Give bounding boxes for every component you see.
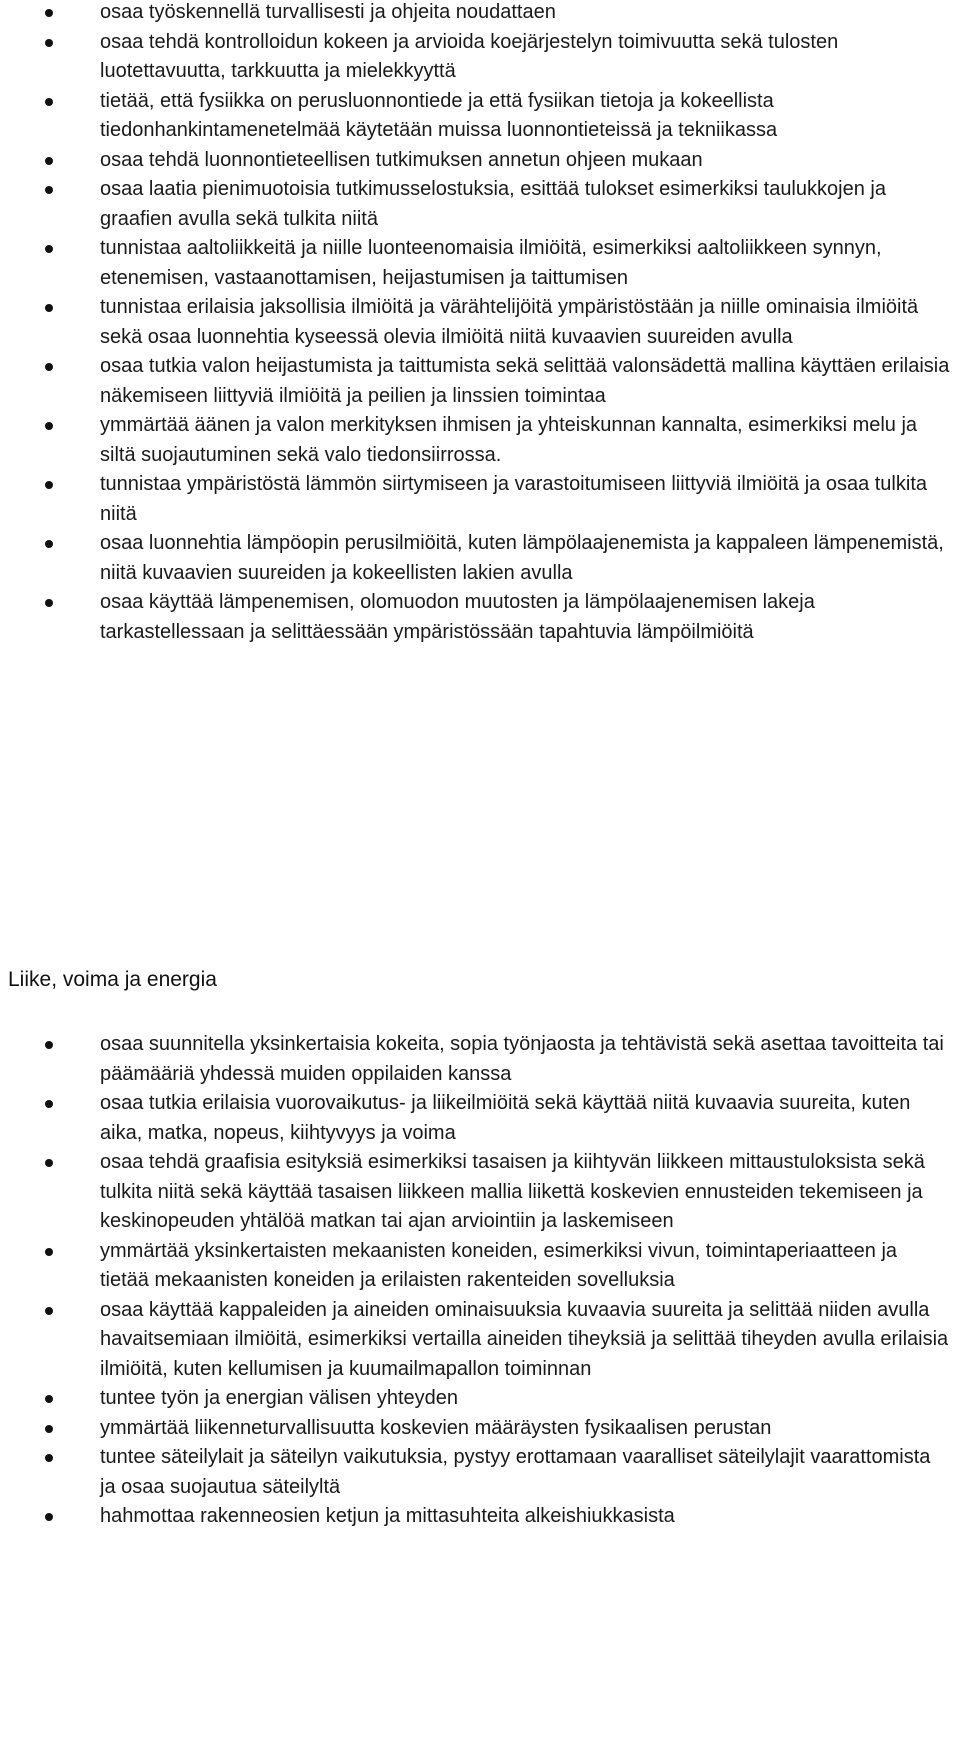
list-item: tietää, että fysiikka on perusluonnontiede ja että fysiikan tietoja ja kokeellista tiedonhankintamenetelmää käytetään muissa luonnontieteissä ja tekniikassa: [0, 87, 960, 146]
list-item: tunnistaa erilaisia jaksollisia ilmiöitä ja värähtelijöitä ympäristöstään ja niille ominaisia ilmiöitä sekä osaa luonnehtia kyseessä olevia ilmiöitä niitä kuvaavien suureiden avulla: [0, 293, 960, 352]
list-item: osaa tutkia erilaisia vuorovaikutus- ja liikeilmiöitä sekä käyttää niitä kuvaavia suureita, kuten aika, matka, nopeus, kiihtyvyys ja voima: [0, 1089, 960, 1148]
list-item: tunnistaa ympäristöstä lämmön siirtymiseen ja varastoitumiseen liittyviä ilmiöitä ja osaa tulkita niitä: [0, 470, 960, 529]
list-item: osaa tehdä kontrolloidun kokeen ja arvioida koejärjestelyn toimivuutta sekä tulosten luotettavuutta, tarkkuutta ja mielekkyyttä: [0, 28, 960, 87]
list-item: osaa suunnitella yksinkertaisia kokeita, sopia työnjaosta ja tehtävistä sekä asettaa tavoitteita tai päämääriä yhdessä muiden oppilaiden kanssa: [0, 1030, 960, 1089]
list-item: tuntee työn ja energian välisen yhteyden: [0, 1384, 960, 1414]
section-heading: Liike, voima ja energia: [8, 968, 217, 991]
list-item: osaa tehdä luonnontieteellisen tutkimuksen annetun ohjeen mukaan: [0, 146, 960, 176]
list-item: tuntee säteilylait ja säteilyn vaikutuksia, pystyy erottamaan vaaralliset säteilylajit vaarattomista ja osaa suojautua säteilyltä: [0, 1443, 960, 1502]
list-item: hahmottaa rakenneosien ketjun ja mittasuhteita alkeishiukkasista: [0, 1502, 960, 1532]
learning-objectives-list: [0, 0, 960, 647]
list-item: osaa käyttää kappaleiden ja aineiden ominaisuuksia kuvaavia suureita ja selittää niiden avulla havaitsemiaan ilmiöitä, esimerkiksi vertailla aineiden tiheyksiä ja selittää tiheyden avulla erilaisia ilmiöitä, kuten kellumisen ja kuumailmapallon toiminnan: [0, 1296, 960, 1385]
list-item: osaa laatia pienimuotoisia tutkimusselostuksia, esittää tulokset esimerkiksi taulukkojen ja graafien avulla sekä tulkita niitä: [0, 175, 960, 234]
list-item: osaa luonnehtia lämpöopin perusilmiöitä, kuten lämpölaajenemista ja kappaleen lämpenemistä, niitä kuvaavien suureiden ja kokeellisten lakien avulla: [0, 529, 960, 588]
list-item: tunnistaa aaltoliikkeitä ja niille luonteenomaisia ilmiöitä, esimerkiksi aaltoliikkeen synnyn, etenemisen, vastaanottamisen, heijastumisen ja taittumisen: [0, 234, 960, 293]
list-item: osaa tehdä graafisia esityksiä esimerkiksi tasaisen ja kiihtyvän liikkeen mittaustuloksista sekä tulkita niitä sekä käyttää tasaisen liikkeen mallia liikettä koskevien ennusteiden tekemiseen ja keskinopeuden yhtälöä matkan tai ajan arviointiin ja laskemiseen: [0, 1148, 960, 1237]
list-item: osaa tutkia valon heijastumista ja taittumista sekä selittää valonsädettä mallina käyttäen erilaisia näkemiseen liittyviä ilmiöitä ja peilien ja linssien toimintaa: [0, 352, 960, 411]
list-item: ymmärtää yksinkertaisten mekaanisten koneiden, esimerkiksi vivun, toimintaperiaatteen ja tietää mekaanisten koneiden ja erilaisten rakenteiden sovelluksia: [0, 1237, 960, 1296]
list-item: ymmärtää liikenneturvallisuutta koskevien määräysten fysikaalisen perustan: [0, 1414, 960, 1444]
motion-force-energy-list: [0, 1030, 960, 1532]
list-item: osaa työskennellä turvallisesti ja ohjeita noudattaen: [0, 0, 960, 28]
list-item: osaa käyttää lämpenemisen, olomuodon muutosten ja lämpölaajenemisen lakeja tarkastellessaan ja selittäessään ympäristössään tapahtuvia lämpöilmiöitä: [0, 588, 960, 647]
list-item: ymmärtää äänen ja valon merkityksen ihmisen ja yhteiskunnan kannalta, esimerkiksi melu ja siltä suojautuminen sekä valo tiedonsiirrossa.: [0, 411, 960, 470]
